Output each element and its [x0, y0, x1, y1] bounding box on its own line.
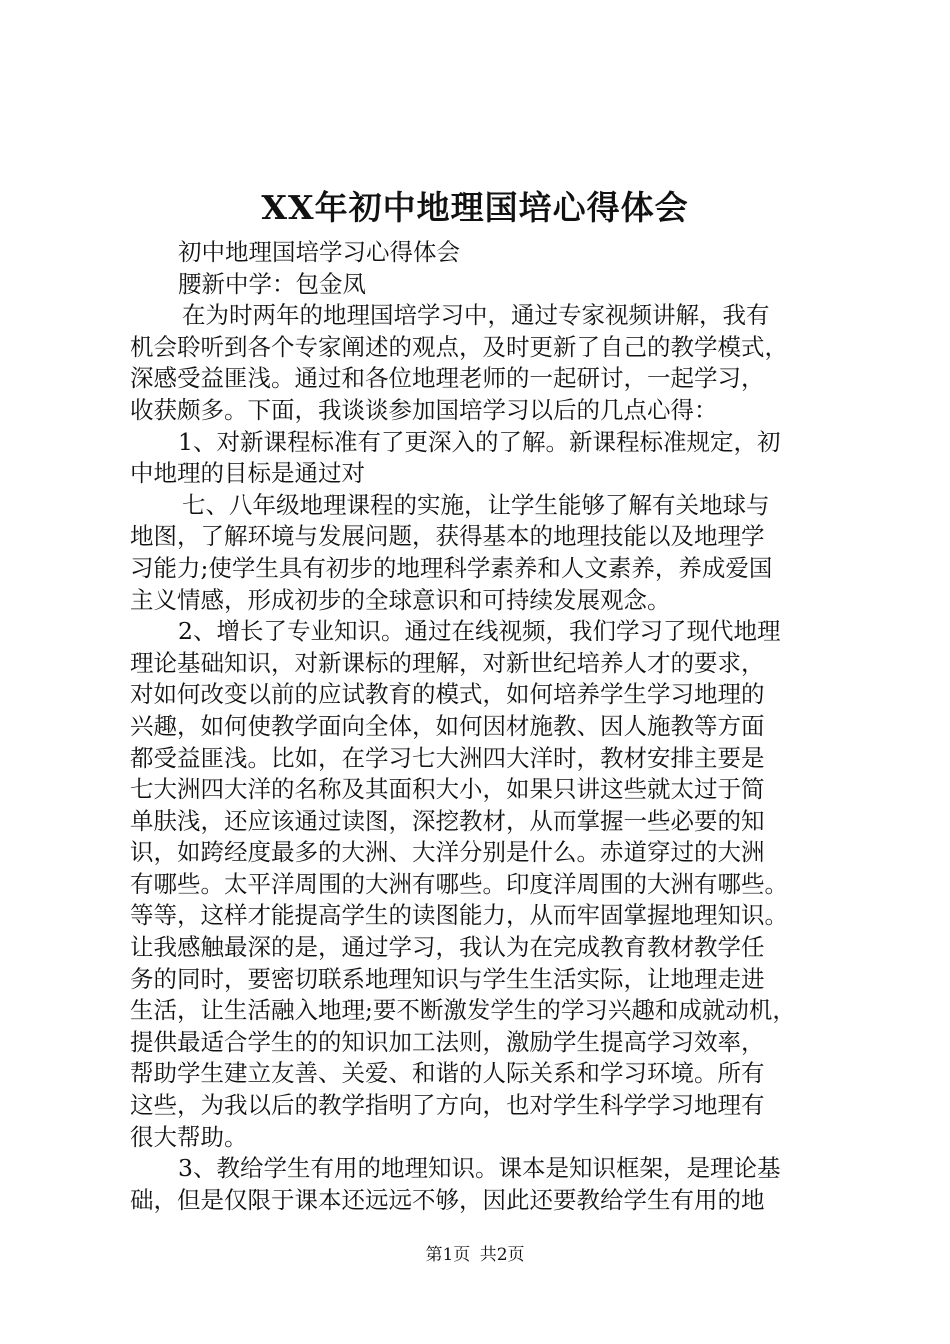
- paragraph-line: 在为时两年的地理国培学习中，通过专家视频讲解，我有: [182, 301, 770, 330]
- paragraph-line: 础，但是仅限于课本还远远不够，因此还要教给学生有用的地: [130, 1185, 765, 1214]
- paragraph-line: 中地理的目标是通过对: [130, 459, 365, 488]
- subtitle-line: 初中地理国培学习心得体会: [178, 238, 460, 266]
- paragraph-line: 理论基础知识，对新课标的理解，对新世纪培养人才的要求，: [130, 648, 765, 677]
- paragraph-line: 这些，为我以后的教学指明了方向，也对学生科学学习地理有: [130, 1091, 765, 1120]
- paragraph-line: 让我感触最深的是，通过学习，我认为在完成教育教材教学任: [130, 933, 765, 962]
- document-title: XX年初中地理国培心得体会: [261, 188, 689, 227]
- paragraph-line: 识，如跨经度最多的大洲、大洋分别是什么。赤道穿过的大洲: [130, 838, 765, 867]
- author-line: 腰新中学：包金凤: [178, 269, 366, 298]
- paragraph-line: 地图，了解环境与发展问题，获得基本的地理技能以及地理学: [130, 522, 765, 551]
- paragraph-line: 深感受益匪浅。通过和各位地理老师的一起研讨，一起学习，: [130, 364, 765, 393]
- paragraph-line: 兴趣，如何使教学面向全体，如何因材施教、因人施教等方面: [130, 711, 765, 740]
- paragraph-line: 等等，这样才能提高学生的读图能力，从而牢固掌握地理知识。: [130, 901, 788, 930]
- paragraph-line: 都受益匪浅。比如，在学习七大洲四大洋时，教材安排主要是: [130, 743, 765, 772]
- page-total: 共2页: [479, 1245, 525, 1265]
- paragraph-line: 主义情感，形成初步的全球意识和可持续发展观念。: [130, 585, 671, 614]
- paragraph-line: 习能力;使学生具有初步的地理科学素养和人文素养，养成爱国: [130, 553, 773, 582]
- paragraph-line: 有哪些。太平洋周围的大洲有哪些。印度洋周围的大洲有哪些。: [130, 869, 788, 898]
- paragraph-line: 帮助学生建立友善、关爱、和谐的人际关系和学习环境。所有: [130, 1059, 765, 1088]
- paragraph-line: 收获颇多。下面，我谈谈参加国培学习以后的几点心得：: [130, 395, 718, 424]
- page-number: 第1页: [425, 1245, 471, 1265]
- paragraph-line: 机会聆听到各个专家阐述的观点，及时更新了自己的教学模式，: [130, 332, 788, 361]
- paragraph-line: 七大洲四大洋的名称及其面积大小，如果只讲这些就太过于简: [130, 775, 765, 804]
- paragraph-line: 对如何改变以前的应试教育的模式，如何培养学生学习地理的: [130, 680, 765, 709]
- paragraph-line: 生活，让生活融入地理;要不断激发学生的学习兴趣和成就动机，: [130, 996, 796, 1025]
- page-footer: [0, 1244, 950, 1266]
- paragraph-line: 提供最适合学生的的知识加工法则，激励学生提高学习效率，: [130, 1027, 765, 1056]
- paragraph-line: 务的同时，要密切联系地理知识与学生生活实际，让地理走进: [130, 964, 765, 993]
- paragraph-line: 2、增长了专业知识。通过在线视频，我们学习了现代地理: [178, 617, 781, 646]
- document-body: [130, 237, 834, 1216]
- paragraph-line: 单肤浅，还应该通过读图，深挖教材，从而掌握一些必要的知: [130, 806, 765, 835]
- paragraph-line: 3、教给学生有用的地理知识。课本是知识框架，是理论基: [178, 1154, 781, 1183]
- paragraph-line: 七、八年级地理课程的实施，让学生能够了解有关地球与: [182, 490, 770, 519]
- paragraph-line: 很大帮助。: [130, 1122, 248, 1151]
- paragraph-line: 1、对新课程标准有了更深入的了解。新课程标准规定，初: [178, 427, 781, 456]
